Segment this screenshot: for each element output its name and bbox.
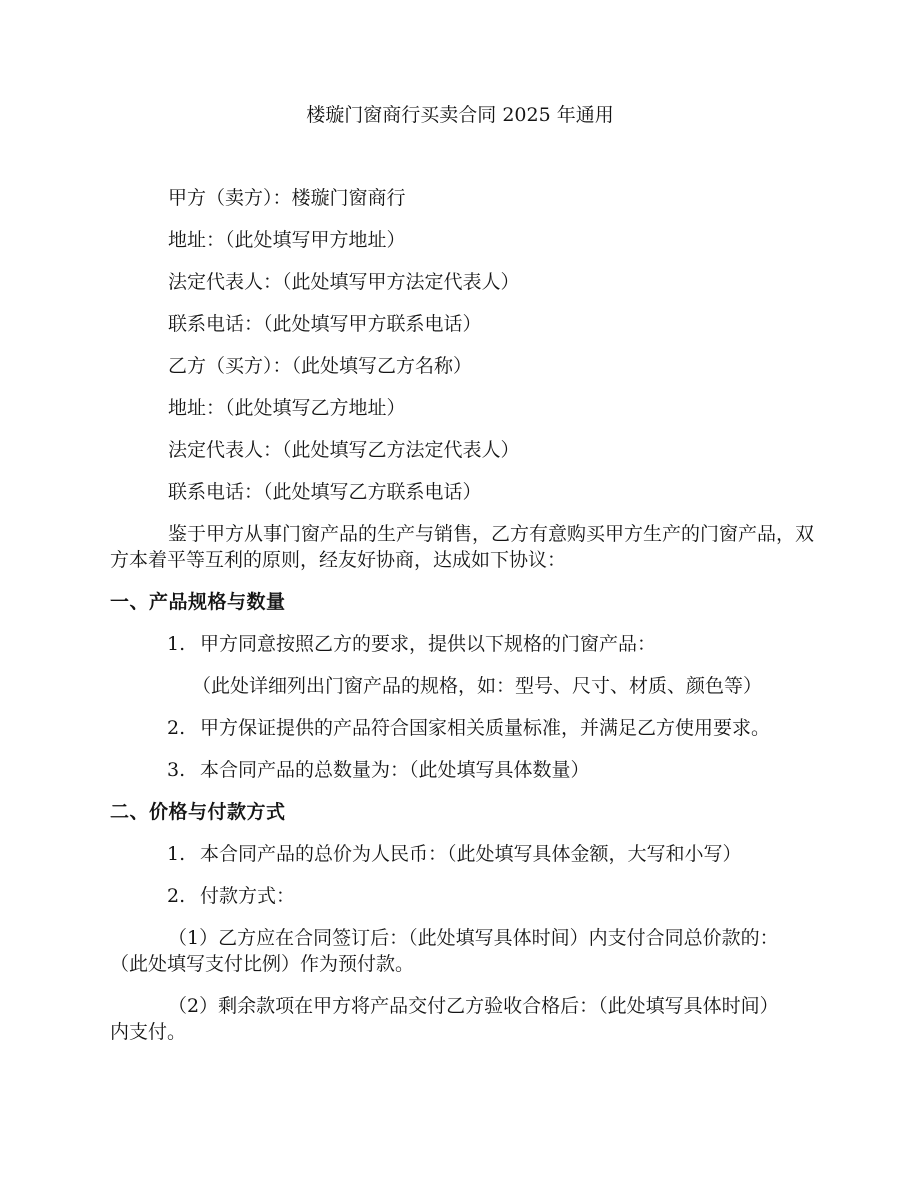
item-text: 付款方式： — [200, 885, 296, 907]
paragraph-line: 乙方（买方）：（此处填写乙方名称） — [168, 355, 473, 377]
paragraph-line: 法定代表人：（此处填写乙方法定代表人） — [168, 439, 520, 461]
section-2-item-1 — [110, 841, 850, 867]
document-title: 楼璇门窗商行买卖合同 2025 年通用 — [306, 104, 614, 126]
paragraph-line: 地址：（此处填写乙方地址） — [168, 397, 406, 419]
party-b-representative — [110, 437, 850, 463]
item-text: 本合同产品的总价为人民币：（此处填写具体金额，大写和小写） — [200, 843, 742, 865]
section-1-heading: 一、产品规格与数量 — [110, 591, 286, 613]
payment-clause-1 — [110, 925, 850, 977]
item-number: 2. — [167, 717, 186, 739]
party-b-name — [110, 353, 850, 379]
preamble — [110, 521, 850, 573]
party-a-phone — [110, 311, 850, 337]
paragraph-line: 地址：（此处填写甲方地址） — [168, 229, 406, 251]
section-1-item-1 — [110, 631, 850, 657]
paragraph-line: 内支付。 — [110, 1021, 187, 1043]
paragraph-line: 鉴于甲方从事门窗产品的生产与销售，乙方有意购买甲方生产的门窗产品，双 — [168, 523, 815, 545]
paragraph-line: 联系电话：（此处填写乙方联系电话） — [168, 481, 482, 503]
item-number: 3. — [167, 759, 186, 781]
party-a-name — [110, 185, 850, 211]
contract-content — [110, 0, 850, 1061]
item-text: 甲方保证提供的产品符合国家相关质量标准，并满足乙方使用要求。 — [200, 717, 771, 739]
payment-clause-2 — [110, 993, 850, 1045]
section-2-heading: 二、价格与付款方式 — [110, 801, 286, 823]
section-1-item-3 — [110, 757, 850, 783]
party-a-address — [110, 227, 850, 253]
item-text: 本合同产品的总数量为：（此处填写具体数量） — [200, 759, 590, 781]
section-1-item-2 — [110, 715, 850, 741]
paragraph-line: （1）乙方应在合同签订后：（此处填写具体时间）内支付合同总价款的： — [168, 927, 779, 949]
party-b-address — [110, 395, 850, 421]
party-b-phone — [110, 479, 850, 505]
item-number: 2. — [167, 885, 186, 907]
paragraph-line: （此处填写支付比例）作为预付款。 — [110, 953, 415, 975]
product-spec-note: （此处详细列出门窗产品的规格，如：型号、尺寸、材质、颜色等） — [192, 675, 763, 697]
item-number: 1. — [167, 633, 186, 655]
paragraph-line: 法定代表人：（此处填写甲方法定代表人） — [168, 271, 520, 293]
paragraph-line: 甲方（卖方）：楼璇门窗商行 — [168, 187, 406, 209]
paragraph-line: 联系电话：（此处填写甲方联系电话） — [168, 313, 482, 335]
party-a-representative — [110, 269, 850, 295]
item-text: 甲方同意按照乙方的要求，提供以下规格的门窗产品： — [200, 633, 657, 655]
paragraph-line: 方本着平等互利的原则，经友好协商，达成如下协议： — [110, 549, 567, 571]
section-2-item-2 — [110, 883, 850, 909]
paragraph-line: （2）剩余款项在甲方将产品交付乙方验收合格后：（此处填写具体时间） — [168, 995, 779, 1017]
item-number: 1. — [167, 843, 186, 865]
